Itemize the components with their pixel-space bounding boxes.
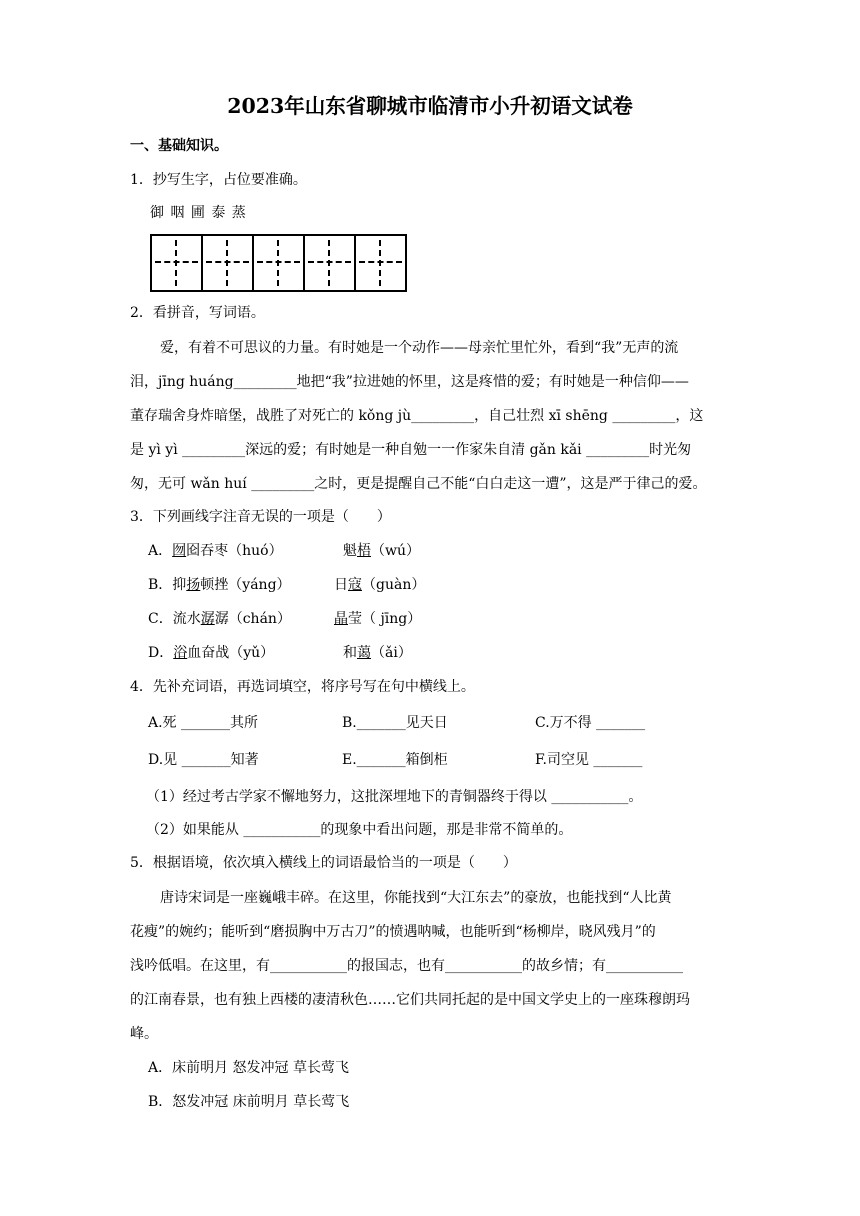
option-b[interactable]: B．怒发冲冠 床前明月 草长莺飞 — [148, 1094, 350, 1110]
question-2-stem: 2．看拼音，写词语。 — [130, 305, 265, 321]
option-b-left[interactable]: B．抑扬顿挫（yáng） — [148, 577, 291, 593]
question-5-line: 花瘦”的婉约；能听到“磨损胸中万古刀”的愤遇呐喊，也能听到“杨柳岸，晓风残月”的 — [130, 924, 656, 940]
grid-cell[interactable] — [253, 235, 304, 291]
question-3-stem: 3．下列画线字注音无误的一项是（ ） — [130, 509, 391, 525]
option-d-right: 和蔼（ǎi） — [343, 645, 412, 661]
option-a-left[interactable]: A．囫囵吞枣（huó） — [148, 543, 283, 559]
question-2-line: 匆，无可 wǎn huí _________之时，更是提醒自己不能“白白走这一遭”，这是严于律己的爱。 — [130, 476, 707, 492]
fill-sentence-2[interactable]: （2）如果能从 ___________的现象中看出问题，那是非常不简单的。 — [146, 822, 573, 838]
page-title: 2023年山东省聊城市临清市小升初语文试卷 — [227, 94, 633, 118]
grid-cell[interactable] — [304, 235, 355, 291]
grid-cell[interactable] — [202, 235, 253, 291]
idiom-blank[interactable]: D.见 _______知著 — [148, 752, 259, 768]
grid-cell[interactable] — [355, 235, 406, 291]
question-2-line: 泪，jīng huáng_________地把“我”拉进她的怀里，这是疼惜的爱；有时她是一种信仰—— — [130, 374, 689, 390]
option-c-left[interactable]: C．流水潺潺（chán） — [148, 611, 291, 627]
option-c-right: 晶莹（ jīng） — [334, 611, 422, 627]
option-b-right: 日寇（guàn） — [334, 577, 426, 593]
question-1-characters: 御 咽 圃 泰 蒸 — [150, 205, 247, 221]
idiom-blank[interactable]: B._______见天日 — [342, 715, 448, 731]
section-heading: 一、基础知识。 — [130, 138, 228, 154]
idiom-blank[interactable]: C.万不得 _______ — [535, 715, 646, 731]
question-4-stem: 4．先补充词语，再选词填空，将序号写在句中横线上。 — [130, 679, 475, 695]
question-1-stem: 1．抄写生字，占位要准确。 — [130, 172, 307, 188]
question-5-line: 浅吟低唱。在这里，有___________的报国志，也有___________的故乡情；有___________ — [130, 958, 683, 974]
option-d-left[interactable]: D．浴血奋战（yǔ） — [148, 645, 275, 661]
idiom-blank[interactable]: F.司空见 _______ — [535, 752, 643, 768]
option-a[interactable]: A．床前明月 怒发冲冠 草长莺飞 — [148, 1060, 350, 1076]
question-5-line: 峰。 — [130, 1026, 158, 1042]
writing-grid — [150, 234, 407, 292]
question-2-line: 董存瑞舍身炸暗堡，战胜了对死亡的 kǒng jù_________，自己壮烈 xī shēng _________，这 — [130, 408, 704, 424]
question-5-stem: 5．根据语境，依次填入横线上的词语最恰当的一项是（ ） — [130, 855, 517, 871]
question-5-line: 的江南春景，也有独上西楼的凄清秋色……它们共同托起的是中国文学史上的一座珠穆朗玛 — [130, 992, 690, 1008]
fill-sentence-1[interactable]: （1）经过考古学家不懈地努力，这批深埋地下的青铜器终于得以 ___________。 — [146, 789, 643, 805]
idiom-blank[interactable]: A.死 _______其所 — [148, 715, 259, 731]
question-2-line: 是 yì yì _________深远的爱；有时她是一种自勉一一作家朱自清 gǎn kǎi _________时光匆 — [130, 442, 692, 458]
question-5-line: 唐诗宋词是一座巍峨丰碎。在这里，你能找到“大江东去”的豪放，也能找到“人比黄 — [160, 890, 672, 906]
question-2-line: 爱，有着不可思议的力量。有时她是一个动作——母亲忙里忙外，看到“我”无声的流 — [160, 340, 679, 356]
option-a-right: 魁梧（wú） — [343, 543, 420, 559]
idiom-blank[interactable]: E._______箱倒柜 — [342, 752, 448, 768]
grid-cell[interactable] — [151, 235, 202, 291]
